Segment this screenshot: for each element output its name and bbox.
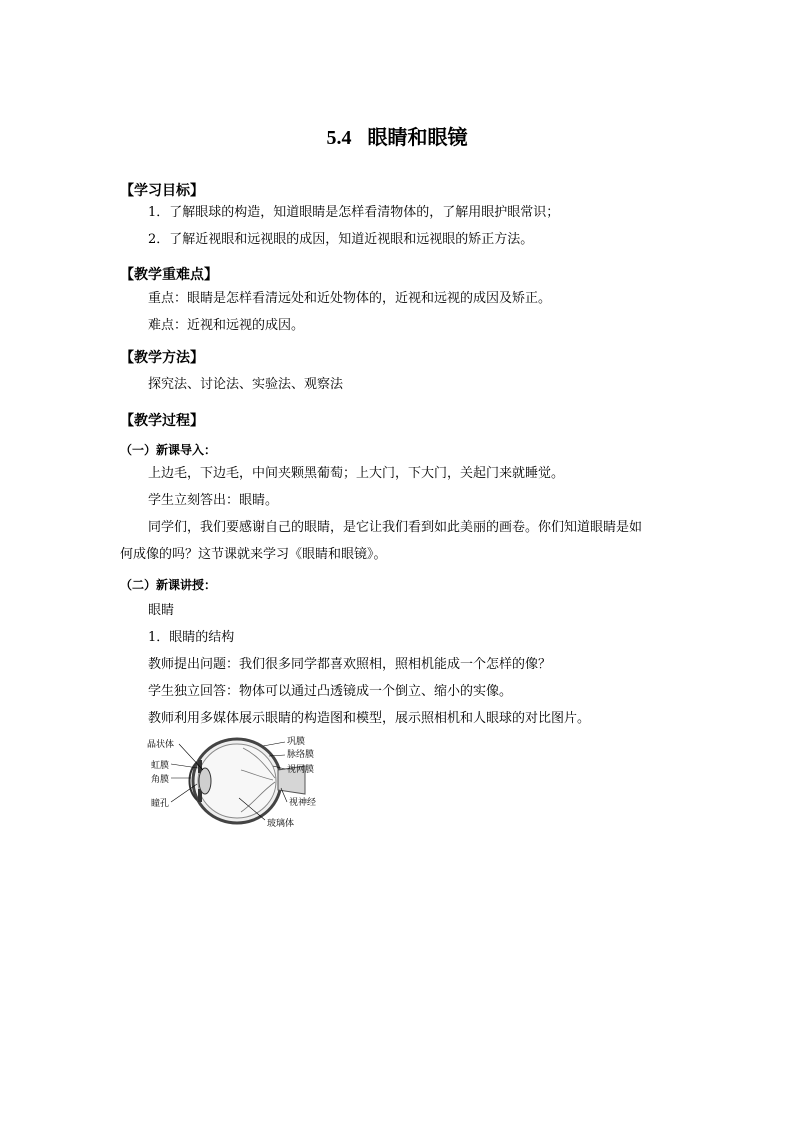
keypoint-item: 难点：近视和远视的成因。 — [148, 318, 305, 333]
paragraph: 学生立刻答出：眼睛。 — [148, 493, 279, 508]
title-number: 5.4 — [326, 127, 352, 149]
label-lens: 晶状体 — [147, 740, 175, 750]
section-heading-objectives: 【学习目标】 — [120, 183, 204, 199]
paragraph: 教师利用多媒体展示眼睛的构造图和模型，展示照相机和人眼球的对比图片。 — [148, 711, 591, 726]
section-heading-process: 【教学过程】 — [120, 413, 204, 429]
subsection-lecture: （二）新课讲授： — [120, 578, 217, 592]
label-retina: 视网膜 — [287, 765, 315, 775]
paragraph: 上边毛，下边毛，中间夹颗黑葡萄；上大门，下大门，关起门来就睡觉。 — [148, 466, 565, 481]
section-heading-keypoints: 【教学重难点】 — [120, 267, 218, 283]
objective-item: 1．了解眼球的构造，知道眼睛是怎样看清物体的，了解用眼护眼常识； — [148, 205, 560, 220]
subsection-intro: （一）新课导入： — [120, 443, 217, 457]
keypoint-item: 重点：眼睛是怎样看清远处和近处物体的，近视和远视的成因及矫正。 — [148, 291, 552, 306]
label-optic-nerve: 视神经 — [289, 798, 317, 808]
label-cornea: 角膜 — [151, 775, 170, 785]
paragraph: 同学们，我们要感谢自己的眼睛，是它让我们看到如此美丽的画卷。你们知道眼睛是如 — [148, 520, 643, 535]
section-heading-methods: 【教学方法】 — [120, 350, 204, 366]
eye-structure-diagram — [145, 732, 335, 830]
lens-shape — [199, 768, 211, 794]
methods-item: 探究法、讨论法、实验法、观察法 — [148, 377, 344, 392]
paragraph: 教师提出问题：我们很多同学都喜欢照相，照相机能成一个怎样的像？ — [148, 657, 552, 672]
label-vitreous: 玻璃体 — [267, 819, 295, 829]
objective-item: 2．了解近视眼和远视眼的成因，知道近视眼和远视眼的矫正方法。 — [148, 232, 534, 247]
paragraph: 1．眼睛的结构 — [148, 630, 235, 645]
label-iris: 虹膜 — [151, 761, 170, 771]
paragraph: 何成像的吗？这节课就来学习《眼睛和眼镜》。 — [120, 547, 387, 562]
paragraph: 眼睛 — [148, 603, 175, 618]
page-title — [0, 121, 794, 150]
paragraph: 学生独立回答：物体可以通过凸透镜成一个倒立、缩小的实像。 — [148, 684, 513, 699]
label-choroid: 脉络膜 — [287, 750, 315, 760]
label-pupil: 瞳孔 — [151, 799, 170, 809]
title-text: 眼睛和眼镜 — [367, 125, 468, 149]
label-sclera: 巩膜 — [287, 737, 306, 747]
